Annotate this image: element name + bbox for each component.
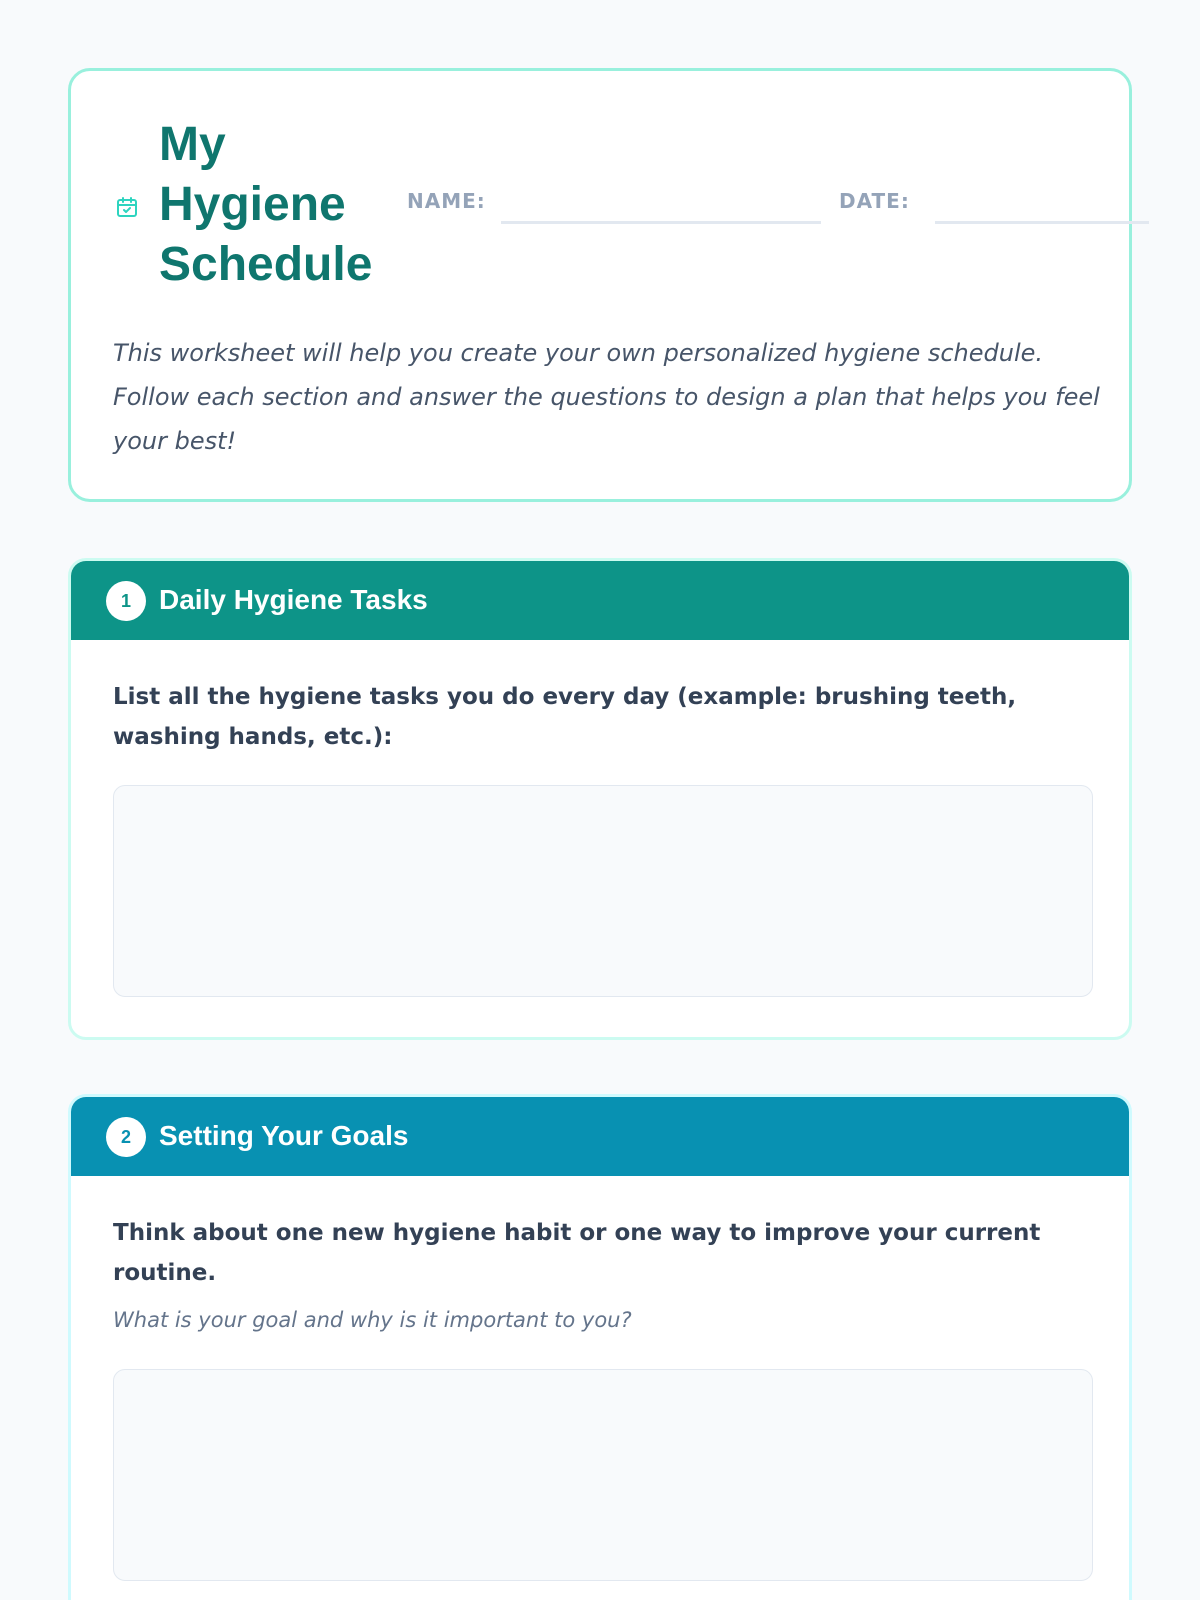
header-card [68,68,1132,502]
section-header [68,1094,1132,1176]
question-text: List all the hygiene tasks you do every day (example: brushing teeth, washing hands, etc.): [113,684,1017,750]
title-line: Hygiene [159,178,346,231]
page-title [159,115,399,295]
title-line: My [159,118,226,171]
title-row [115,115,1135,295]
hint-text: What is your goal and why is it important to you? [113,1308,632,1332]
name-field[interactable] [501,221,821,224]
section-title: Daily Hygiene Tasks [159,584,428,615]
step-badge: 1 [106,581,146,621]
name-label: NAME: [407,189,486,213]
daily-tasks-answer[interactable] [113,785,1093,997]
section-title: Setting Your Goals [159,1120,409,1151]
step-badge: 2 [106,1117,146,1157]
section-header [68,558,1132,640]
calendar-icon [115,195,139,219]
question-text: Think about one new hygiene habit or one way to improve your current routine. [113,1220,1041,1286]
date-label: DATE: [839,189,910,213]
title-line: Schedule [159,238,373,291]
section-daily-tasks [68,558,1132,1040]
intro-text: This worksheet will help you create your own personalized hygiene schedule. Follow each section and answer the questions to design a plan that helps you feel your best! [113,339,1100,455]
goals-answer[interactable] [113,1369,1093,1581]
date-field[interactable] [935,221,1149,224]
section-goals [68,1094,1132,1600]
